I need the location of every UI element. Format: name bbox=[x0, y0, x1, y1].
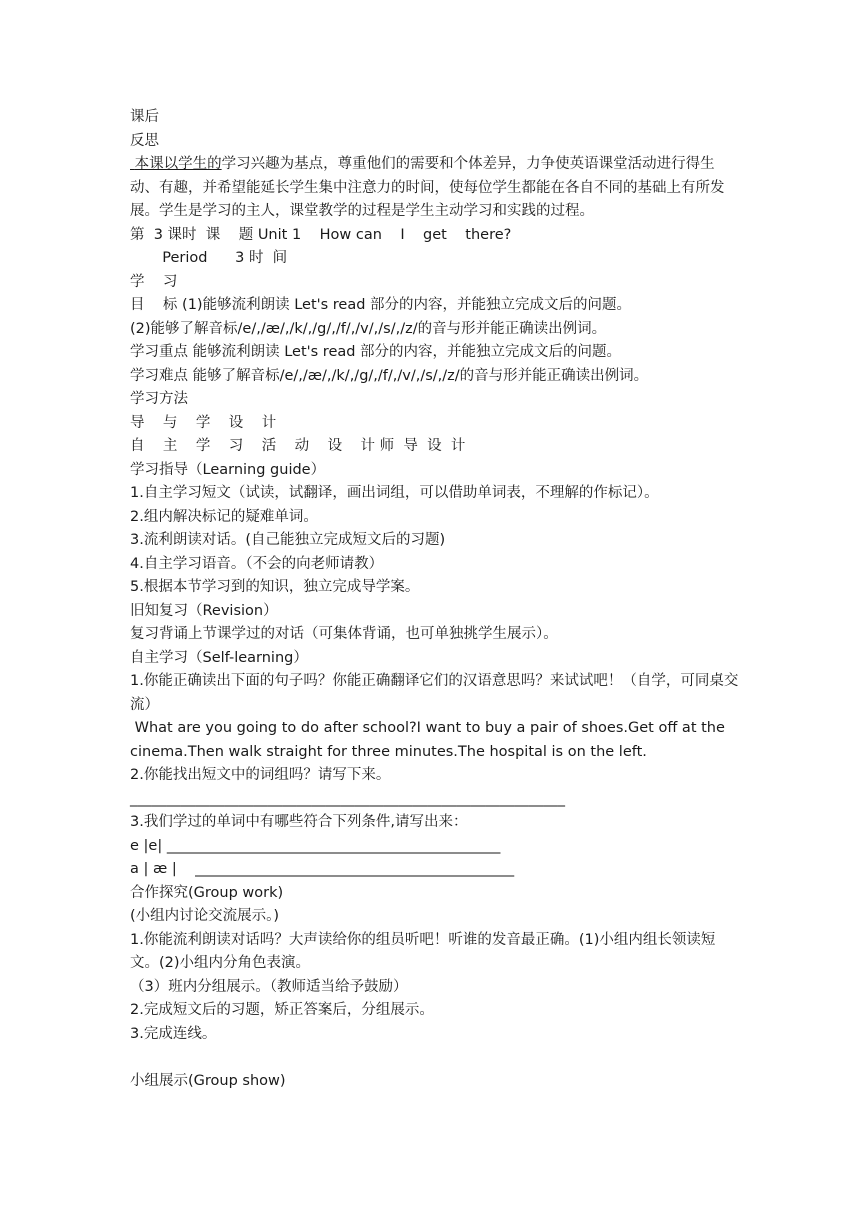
list-item: 2.完成短文后的习题，矫正答案后，分组展示。 bbox=[130, 1002, 434, 1018]
list-item: 2.组内解决标记的疑难单词。 bbox=[130, 508, 318, 525]
section-heading: 小组展示(Group show) bbox=[130, 1072, 286, 1089]
list-item: 1.自主学习短文（试读，试翻译，画出词组，可以借助单词表，不理解的作标记）。 bbox=[130, 485, 659, 501]
objective-line: (2)能够了解音标/e/,/æ/,/k/,/g/,/f/,/v/,/s/,/z/的音与形并能正确读出例词。 bbox=[130, 320, 607, 337]
text-line: (小组内讨论交流展示。) bbox=[130, 908, 280, 924]
list-item: 5.根据本节学习到的知识，独立完成导学案。 bbox=[130, 579, 420, 595]
text-line: 学 习 bbox=[130, 273, 178, 290]
paragraph-text: 学习兴趣为基点，尊重他们的需要和个体差异，力争使英语课堂活动进行得生动、有趣，并希望能延长学生集中注意力的时间，使每位学生都能在各自不同的基础上有所发展。学生是学习的主人，课堂教学的过程是学生主动学习和实践的过程。 bbox=[130, 156, 725, 219]
list-item: 4.自主学习语音。（不会的向老师请教） bbox=[130, 555, 384, 572]
list-item: 1.你能流利朗读对话吗？大声读给你的组员听吧！听谁的发音最正确。(1)小组内组长领读短文。(2)小组内分角色表演。 bbox=[130, 931, 716, 971]
list-item: 1.你能正确读出下面的句子吗？你能正确翻译它们的汉语意思吗？来试试吧！（自学，可同桌交流） bbox=[130, 673, 739, 713]
section-heading: 合作探究(Group work) bbox=[130, 884, 284, 901]
period-line: Period 3 时 间 bbox=[130, 250, 288, 266]
list-item: 3.我们学过的单词中有哪些符合下列条件,请写出来： bbox=[130, 814, 468, 830]
section-heading: 自 主 学 习 活 动 设 计 师 导 设 计 bbox=[130, 438, 466, 454]
difficulty-line: 学习难点 能够了解音标/e/,/æ/,/k/,/g/,/f/,/v/,/s/,/z/的音与形并能正确读出例词。 bbox=[130, 367, 649, 384]
key-point-line: 学习重点 能够流利朗读 Let's read 部分的内容，并能独立完成文后的问题。 bbox=[130, 344, 622, 360]
list-item: 2.你能找出短文中的词组吗？请写下来。 bbox=[130, 767, 391, 783]
section-heading: 导 与 学 设 计 bbox=[130, 414, 277, 431]
document-body bbox=[130, 106, 740, 1093]
english-sentences: What are you going to do after school?I want to buy a pair of shoes.Get off at the cinema.Then walk straight for three minutes.The hospital is on the left. bbox=[130, 720, 730, 760]
text-line: 课后 bbox=[130, 109, 159, 125]
list-item: （3）班内分组展示。（教师适当给予鼓励） bbox=[130, 978, 408, 995]
underlined-phrase: 本课以学生的 bbox=[130, 156, 222, 172]
lesson-header: 第 3 课时 课 题 Unit 1 How can I get there? bbox=[130, 226, 512, 243]
list-item: 3.完成连线。 bbox=[130, 1025, 217, 1042]
text-line: 反思 bbox=[130, 132, 159, 149]
phonetic-blank-line: e |e| ______________________________________________ bbox=[130, 837, 501, 854]
objective-line: 目 标 (1)能够流利朗读 Let's read 部分的内容，并能独立完成文后的问题。 bbox=[130, 297, 632, 313]
text-line: 学习方法 bbox=[130, 391, 188, 407]
reflection-paragraph bbox=[130, 153, 740, 224]
section-heading: 自主学习（Self-learning） bbox=[130, 649, 308, 666]
spacer bbox=[130, 1046, 740, 1070]
blank-line: ____________________________________________________________ bbox=[130, 790, 565, 807]
section-heading: 旧知复习（Revision） bbox=[130, 602, 278, 619]
text-line: 复习背诵上节课学过的对话（可集体背诵，也可单独挑学生展示）。 bbox=[130, 626, 558, 642]
phonetic-blank-line: a | æ | ____________________________________________ bbox=[130, 861, 515, 877]
section-heading: 学习指导（Learning guide） bbox=[130, 461, 326, 478]
list-item: 3.流利朗读对话。(自己能独立完成短文后的习题) bbox=[130, 532, 446, 548]
